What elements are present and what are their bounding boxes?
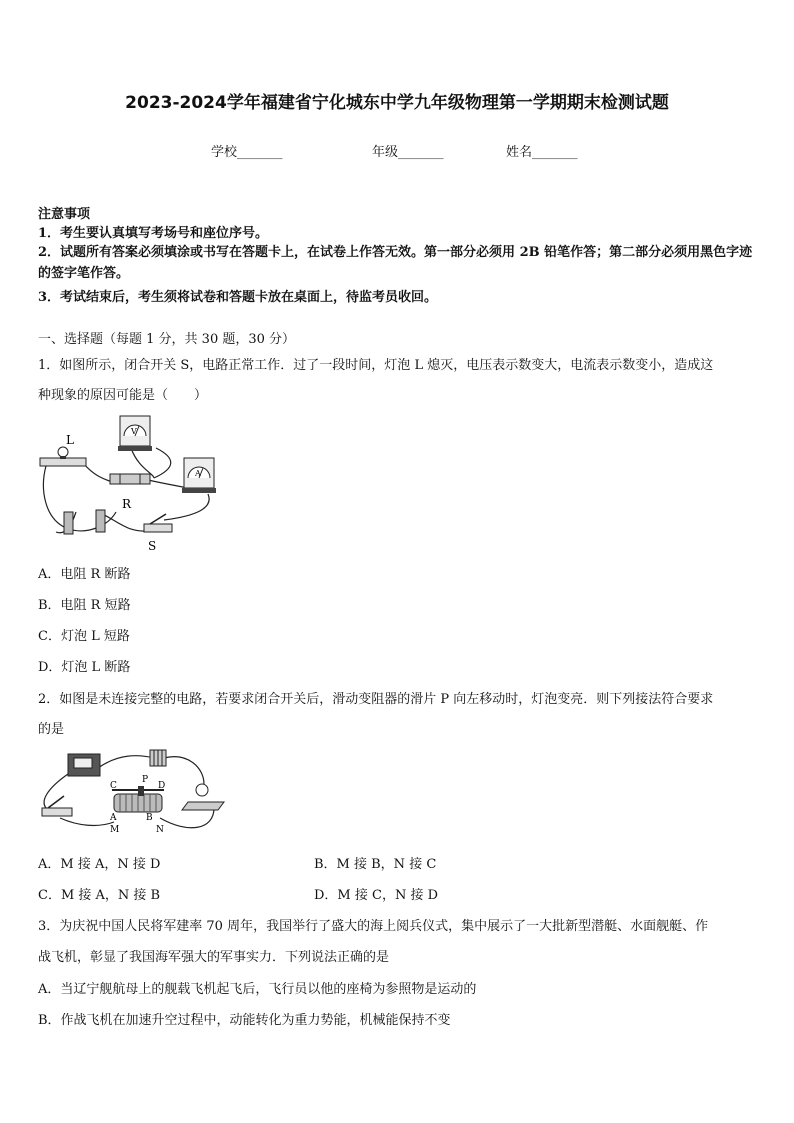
q3-stem-line1: 3．为庆祝中国人民将军建率 70 周年，我国举行了盛大的海上阅兵仪式，集中展示了一大批新型潜艇、水面舰艇、作 [38,919,709,934]
q2-option-a: A．M 接 A，N 接 D [38,857,161,872]
q2-stem-line2: 的是 [38,722,65,737]
section-heading: 一、选择题（每题 1 分，共 30 题，30 分） [38,332,296,347]
q1-stem-line1: 1．如图所示，闭合开关 S，电路正常工作．过了一段时间，灯泡 L 熄灭，电压表示数变大，电流表示数变小，造成这 [38,358,714,373]
grade-field: 年级_______ [372,145,444,160]
q2-label-M: M [110,825,120,835]
q2-option-b: B．M 接 B，N 接 C [314,857,437,872]
q1-label-L: L [66,433,74,447]
q1-label-V: V [131,427,137,436]
q2-label-B: B [146,813,153,823]
q2-label-N: N [156,825,164,835]
q1-circuit-figure [36,408,226,554]
notice-item-1: 1．考生要认真填写考场号和座位序号。 [38,226,269,241]
q1-label-A: A [195,469,201,478]
notice-heading: 注意事项 [38,207,91,222]
q3-option-b: B．作战飞机在加速升空过程中，动能转化为重力势能，机械能保持不变 [38,1013,451,1028]
notice-item-2: 2．试题所有答案必须填涂或书写在答题卡上，在试卷上作答无效。第一部分必须用 2B 铅笔作答；第二部分必须用黑色字迹的签字笔作答。 [38,245,753,281]
q2-label-P: P [142,775,149,785]
q1-label-R: R [122,497,132,511]
q2-option-d: D．M 接 C，N 接 D [314,888,439,903]
school-field: 学校_______ [211,145,283,160]
q1-stem-line2: 种现象的原因可能是（ ） [38,388,208,403]
q1-option-b: B．电阻 R 短路 [38,598,131,613]
notice-item-3: 3．考试结束后，考生须将试卷和答题卡放在桌面上，待监考员收回。 [38,290,438,305]
q2-stem-line1: 2．如图是未连接完整的电路，若要求闭合开关后，滑动变阻器的滑片 P 向左移动时，灯泡变亮．则下列接法符合要求 [38,692,714,707]
q1-label-S: S [148,539,157,553]
q1-option-a: A．电阻 R 断路 [38,567,131,582]
page-title: 2023-2024学年福建省宁化城东中学九年级物理第一学期期末检测试题 [125,93,669,113]
q2-option-c: C．M 接 A，N 接 B [38,888,161,903]
q3-option-a: A．当辽宁舰航母上的舰载飞机起飞后，飞行员以他的座椅为参照物是运动的 [38,982,477,997]
q2-circuit-figure [38,748,228,836]
q2-label-A: A [110,813,117,823]
q1-option-d: D．灯泡 L 断路 [38,660,131,675]
name-field: 姓名_______ [506,145,578,160]
q2-label-C: C [110,781,117,791]
q2-label-D: D [158,781,166,791]
q1-option-c: C．灯泡 L 短路 [38,629,130,644]
q3-stem-line2: 战飞机，彰显了我国海军强大的军事实力．下列说法正确的是 [38,950,390,965]
